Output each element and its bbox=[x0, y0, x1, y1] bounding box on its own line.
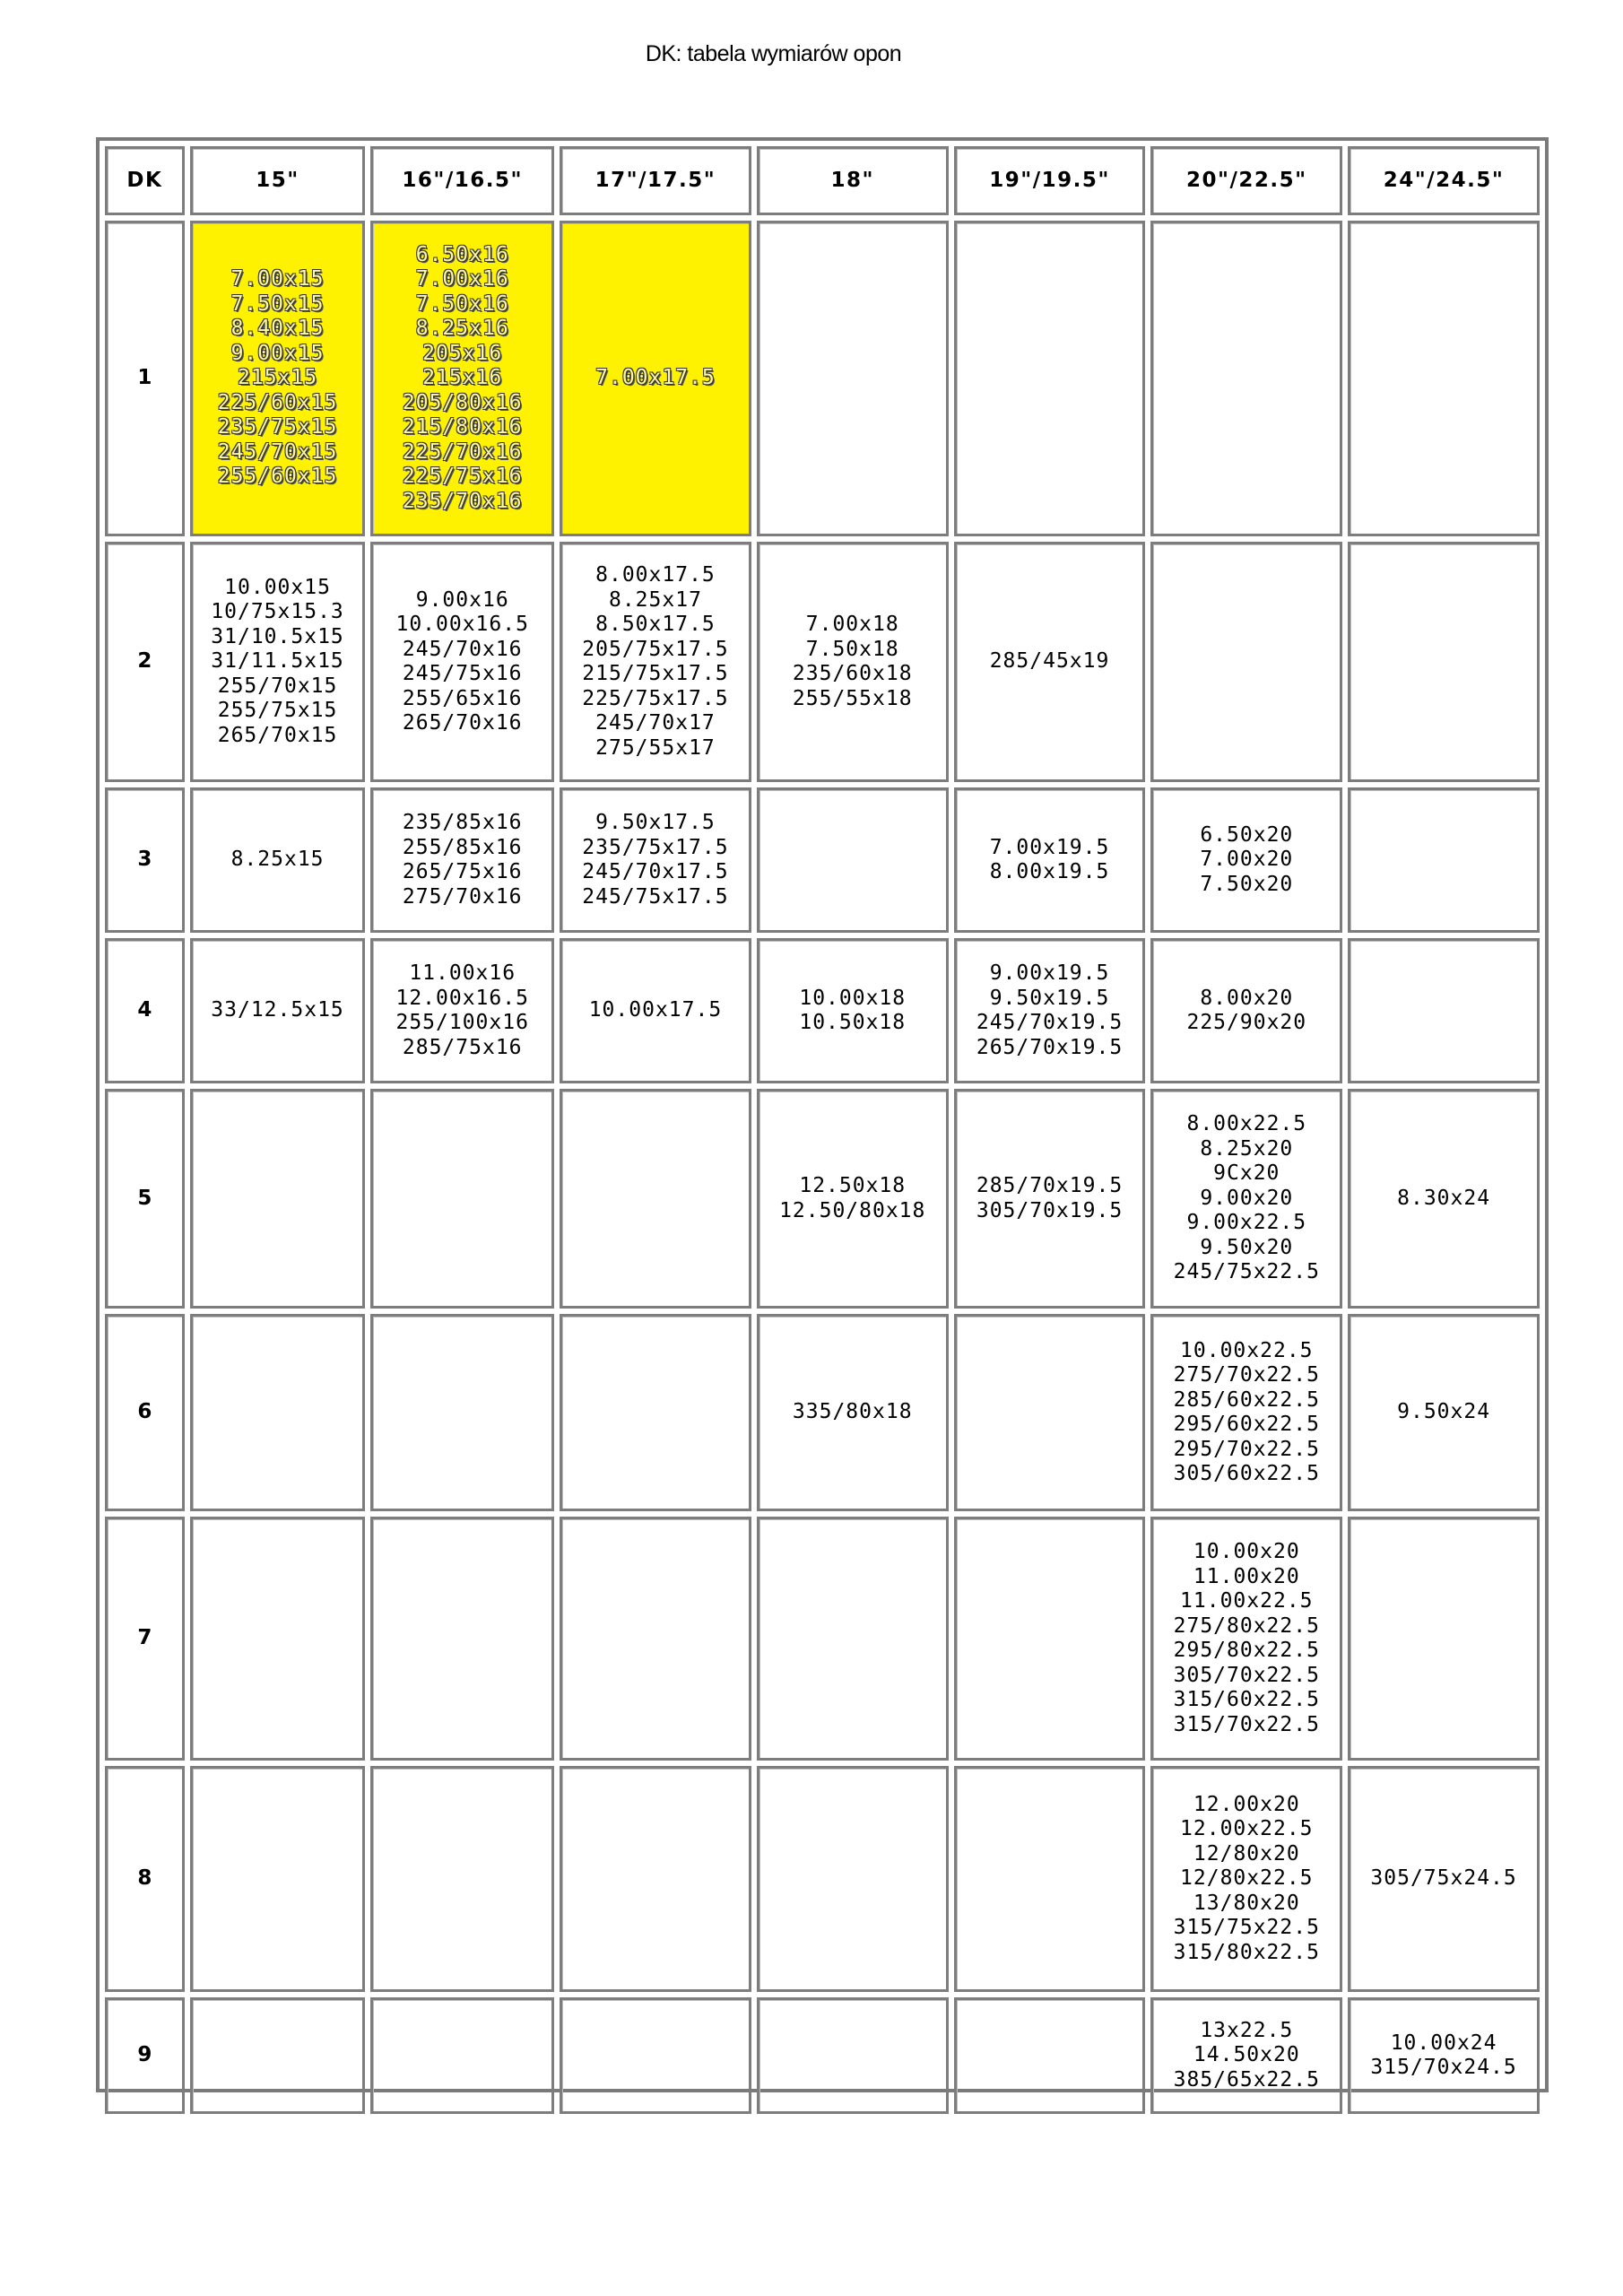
tire-size: 7.50x20 bbox=[1200, 872, 1294, 896]
dk-cell: 9 bbox=[105, 1997, 185, 2114]
tire-size: 7.00x20 bbox=[1200, 848, 1294, 872]
size-cell-20-22-5 bbox=[1150, 1517, 1342, 1761]
size-cell-15 bbox=[190, 1997, 366, 2114]
size-cell-19-19-5 bbox=[954, 1766, 1146, 1992]
tire-size: 245/70x17.5 bbox=[582, 860, 729, 883]
size-cell-16-16-5 bbox=[370, 542, 554, 782]
header-dk: DK bbox=[105, 146, 185, 215]
size-cell-17-17-5 bbox=[560, 1089, 751, 1309]
tire-size: 205x16 bbox=[422, 341, 503, 365]
size-cell-18 bbox=[757, 787, 949, 933]
table-row bbox=[105, 542, 1540, 782]
dk-cell: 4 bbox=[105, 938, 185, 1083]
tire-size: 215x15 bbox=[238, 366, 318, 390]
tire-size: 7.00x16 bbox=[415, 267, 509, 291]
size-cell-15 bbox=[190, 1517, 366, 1761]
size-cell-18 bbox=[757, 221, 949, 536]
tire-size: 245/75x16 bbox=[402, 662, 523, 685]
tire-size: 33/12.5x15 bbox=[211, 998, 344, 1022]
size-cell-19-19-5 bbox=[954, 1089, 1146, 1309]
size-cell-15 bbox=[190, 1089, 366, 1309]
size-cell-20-22-5 bbox=[1150, 1997, 1342, 2114]
size-cell-19-19-5 bbox=[954, 221, 1146, 536]
tire-size: 305/70x22.5 bbox=[1173, 1663, 1320, 1687]
table-row bbox=[105, 1997, 1540, 2114]
tire-size: 225/75x16 bbox=[402, 465, 523, 489]
tire-size: 255/70x15 bbox=[217, 674, 338, 698]
header-17-17-5: 17"/17.5" bbox=[560, 146, 751, 215]
tire-size: 10.00x18 bbox=[799, 986, 907, 1010]
dk-cell: 3 bbox=[105, 787, 185, 933]
header-18: 18" bbox=[757, 146, 949, 215]
header-24-24-5: 24"/24.5" bbox=[1348, 146, 1540, 215]
size-cell-17-17-5 bbox=[560, 1517, 751, 1761]
size-cell-17-17-5 bbox=[560, 1766, 751, 1992]
tire-size: 9.00x15 bbox=[230, 341, 325, 365]
size-cell-20-22-5 bbox=[1150, 1089, 1342, 1309]
tire-size: 8.40x15 bbox=[230, 317, 325, 341]
tire-size: 12/80x20 bbox=[1193, 1841, 1300, 1866]
tire-size: 235/75x15 bbox=[217, 415, 338, 439]
size-cell-17-17-5 bbox=[560, 787, 751, 933]
tire-size: 13x22.5 bbox=[1200, 2018, 1294, 2042]
tire-size: 10.00x24 bbox=[1390, 2031, 1497, 2055]
size-cell-15 bbox=[190, 542, 366, 782]
tire-size: 275/70x22.5 bbox=[1173, 1363, 1320, 1387]
size-cell-24-24-5 bbox=[1348, 787, 1540, 933]
tire-size: 7.50x18 bbox=[805, 637, 899, 661]
tire-size: 13/80x20 bbox=[1193, 1891, 1300, 1915]
size-cell-17-17-5 bbox=[560, 221, 751, 536]
size-cell-17-17-5 bbox=[560, 1314, 751, 1511]
size-cell-20-22-5 bbox=[1150, 221, 1342, 536]
size-cell-20-22-5 bbox=[1150, 542, 1342, 782]
tire-size: 285/60x22.5 bbox=[1173, 1387, 1320, 1412]
size-cell-20-22-5 bbox=[1150, 938, 1342, 1083]
tire-size: 9.50x24 bbox=[1397, 1400, 1491, 1424]
tire-size: 9.50x17.5 bbox=[595, 811, 716, 834]
tire-size: 8.25x15 bbox=[230, 848, 325, 872]
tire-size: 265/70x19.5 bbox=[976, 1035, 1124, 1059]
size-cell-16-16-5 bbox=[370, 787, 554, 933]
size-cell-19-19-5 bbox=[954, 542, 1146, 782]
tire-size: 12.00x22.5 bbox=[1180, 1817, 1314, 1841]
tire-size: 235/60x18 bbox=[792, 662, 913, 685]
tire-size: 225/70x16 bbox=[402, 439, 523, 464]
page-title: DK: tabela wymiarów opon bbox=[645, 41, 902, 66]
size-cell-17-17-5 bbox=[560, 1997, 751, 2114]
tire-size: 12/80x22.5 bbox=[1180, 1866, 1314, 1891]
tire-size: 7.00x17.5 bbox=[595, 366, 716, 390]
tire-size: 8.25x20 bbox=[1200, 1136, 1294, 1161]
tire-size: 31/11.5x15 bbox=[211, 649, 344, 674]
tire-size: 245/70x19.5 bbox=[976, 1011, 1124, 1034]
tire-size-table-frame bbox=[96, 137, 1549, 2092]
size-cell-19-19-5 bbox=[954, 787, 1146, 933]
tire-size: 10.00x16.5 bbox=[395, 613, 529, 636]
tire-size: 8.00x17.5 bbox=[595, 563, 716, 587]
tire-size: 11.00x20 bbox=[1193, 1564, 1300, 1588]
tire-size: 385/65x22.5 bbox=[1173, 2067, 1320, 2092]
size-cell-19-19-5 bbox=[954, 1997, 1146, 2114]
size-cell-24-24-5 bbox=[1348, 1314, 1540, 1511]
size-cell-20-22-5 bbox=[1150, 1766, 1342, 1992]
tire-size: 245/70x17 bbox=[595, 711, 716, 735]
tire-size: 10.50x18 bbox=[799, 1011, 907, 1034]
table-row bbox=[105, 787, 1540, 933]
tire-size: 12.50x18 bbox=[799, 1174, 907, 1197]
header-16-16-5: 16"/16.5" bbox=[370, 146, 554, 215]
tire-size: 275/70x16 bbox=[402, 884, 523, 909]
table-row bbox=[105, 938, 1540, 1083]
tire-size: 295/60x22.5 bbox=[1173, 1413, 1320, 1436]
tire-size: 9.50x20 bbox=[1200, 1235, 1294, 1259]
tire-size: 255/75x15 bbox=[217, 699, 338, 723]
tire-size: 7.00x15 bbox=[230, 267, 325, 291]
header-20-22-5: 20"/22.5" bbox=[1150, 146, 1342, 215]
size-cell-16-16-5 bbox=[370, 1766, 554, 1992]
tire-size: 285/45x19 bbox=[989, 649, 1110, 674]
tire-size: 10/75x15.3 bbox=[211, 600, 344, 624]
size-cell-24-24-5 bbox=[1348, 542, 1540, 782]
tire-size: 235/70x16 bbox=[402, 489, 523, 513]
tire-size: 8.50x17.5 bbox=[595, 613, 716, 636]
tire-size: 6.50x16 bbox=[415, 242, 509, 266]
tire-size: 8.00x22.5 bbox=[1186, 1112, 1307, 1136]
table-row bbox=[105, 1766, 1540, 1992]
size-cell-17-17-5 bbox=[560, 938, 751, 1083]
size-cell-18 bbox=[757, 1997, 949, 2114]
size-cell-16-16-5 bbox=[370, 1517, 554, 1761]
table-row bbox=[105, 1089, 1540, 1309]
tire-size-table bbox=[100, 141, 1545, 2119]
dk-cell: 7 bbox=[105, 1517, 185, 1761]
dk-cell: 8 bbox=[105, 1766, 185, 1992]
tire-size: 255/60x15 bbox=[217, 465, 338, 489]
size-cell-24-24-5 bbox=[1348, 221, 1540, 536]
tire-size: 255/85x16 bbox=[402, 835, 523, 859]
tire-size: 10.00x20 bbox=[1193, 1540, 1300, 1563]
tire-size: 9.00x22.5 bbox=[1186, 1211, 1307, 1235]
tire-size: 315/70x24.5 bbox=[1370, 2056, 1517, 2079]
tire-size: 7.00x19.5 bbox=[989, 835, 1110, 859]
tire-size: 245/70x16 bbox=[402, 637, 523, 661]
tire-size: 8.00x20 bbox=[1200, 986, 1294, 1010]
tire-size: 8.30x24 bbox=[1397, 1186, 1491, 1210]
tire-size: 9.00x20 bbox=[1200, 1186, 1294, 1210]
dk-cell: 6 bbox=[105, 1314, 185, 1511]
table-row bbox=[105, 1517, 1540, 1761]
dk-cell: 5 bbox=[105, 1089, 185, 1309]
size-cell-20-22-5 bbox=[1150, 787, 1342, 933]
size-cell-24-24-5 bbox=[1348, 1089, 1540, 1309]
tire-size: 8.00x19.5 bbox=[989, 860, 1110, 883]
tire-size: 7.50x15 bbox=[230, 291, 325, 316]
tire-size: 225/60x15 bbox=[217, 390, 338, 414]
size-cell-19-19-5 bbox=[954, 1517, 1146, 1761]
tire-size: 255/65x16 bbox=[402, 686, 523, 710]
size-cell-24-24-5 bbox=[1348, 938, 1540, 1083]
tire-size: 14.50x20 bbox=[1193, 2043, 1300, 2067]
header-15: 15" bbox=[190, 146, 366, 215]
size-cell-15 bbox=[190, 1314, 366, 1511]
table-row bbox=[105, 1314, 1540, 1511]
tire-size: 265/75x16 bbox=[402, 860, 523, 883]
tire-size: 12.00x20 bbox=[1193, 1792, 1300, 1816]
tire-size: 205/80x16 bbox=[402, 390, 523, 414]
tire-size: 205/75x17.5 bbox=[582, 637, 729, 661]
tire-size: 9Cx20 bbox=[1213, 1161, 1280, 1186]
size-cell-24-24-5 bbox=[1348, 1766, 1540, 1992]
tire-size: 295/80x22.5 bbox=[1173, 1639, 1320, 1662]
tire-size: 11.00x22.5 bbox=[1180, 1589, 1314, 1613]
size-cell-18 bbox=[757, 542, 949, 782]
tire-size: 10.00x17.5 bbox=[588, 998, 723, 1022]
size-cell-16-16-5 bbox=[370, 938, 554, 1083]
tire-size: 265/70x16 bbox=[402, 711, 523, 735]
tire-size: 8.25x17 bbox=[608, 587, 702, 612]
size-cell-16-16-5 bbox=[370, 1314, 554, 1511]
tire-size: 305/75x24.5 bbox=[1370, 1866, 1517, 1891]
size-cell-17-17-5 bbox=[560, 542, 751, 782]
tire-size: 7.00x18 bbox=[805, 613, 899, 636]
header-19-19-5: 19"/19.5" bbox=[954, 146, 1146, 215]
tire-size: 11.00x16 bbox=[409, 961, 516, 985]
size-cell-19-19-5 bbox=[954, 1314, 1146, 1511]
dk-cell: 2 bbox=[105, 542, 185, 782]
tire-size: 9.00x16 bbox=[415, 587, 509, 612]
tire-size: 245/75x22.5 bbox=[1173, 1260, 1320, 1284]
tire-size: 12.00x16.5 bbox=[395, 986, 529, 1010]
size-cell-15 bbox=[190, 938, 366, 1083]
tire-size: 335/80x18 bbox=[792, 1400, 913, 1424]
table-row bbox=[105, 221, 1540, 536]
size-cell-18 bbox=[757, 1766, 949, 1992]
size-cell-18 bbox=[757, 1089, 949, 1309]
tire-size: 245/70x15 bbox=[217, 439, 338, 464]
tire-size: 245/75x17.5 bbox=[582, 884, 729, 909]
tire-size: 315/60x22.5 bbox=[1173, 1688, 1320, 1711]
tire-size: 225/75x17.5 bbox=[582, 686, 729, 710]
tire-size: 215x16 bbox=[422, 366, 503, 390]
tire-size: 315/80x22.5 bbox=[1173, 1940, 1320, 1964]
size-cell-19-19-5 bbox=[954, 938, 1146, 1083]
tire-size: 235/75x17.5 bbox=[582, 835, 729, 859]
tire-size: 285/70x19.5 bbox=[976, 1174, 1124, 1197]
dk-cell: 1 bbox=[105, 221, 185, 536]
tire-size: 285/75x16 bbox=[402, 1035, 523, 1059]
size-cell-15 bbox=[190, 1766, 366, 1992]
tire-size: 9.00x19.5 bbox=[989, 961, 1110, 985]
tire-size: 10.00x22.5 bbox=[1180, 1338, 1314, 1362]
tire-size: 8.25x16 bbox=[415, 317, 509, 341]
tire-size: 305/70x19.5 bbox=[976, 1198, 1124, 1222]
tire-size: 315/75x22.5 bbox=[1173, 1916, 1320, 1940]
table-body bbox=[105, 221, 1540, 2114]
tire-size: 225/90x20 bbox=[1186, 1011, 1307, 1034]
size-cell-20-22-5 bbox=[1150, 1314, 1342, 1511]
size-cell-24-24-5 bbox=[1348, 1997, 1540, 2114]
tire-size: 265/70x15 bbox=[217, 723, 338, 747]
size-cell-16-16-5 bbox=[370, 1089, 554, 1309]
size-cell-18 bbox=[757, 938, 949, 1083]
size-cell-18 bbox=[757, 1517, 949, 1761]
tire-size: 10.00x15 bbox=[224, 575, 331, 599]
tire-size: 215/80x16 bbox=[402, 415, 523, 439]
tire-size: 235/85x16 bbox=[402, 811, 523, 834]
tire-size: 255/55x18 bbox=[792, 686, 913, 710]
tire-size: 7.50x16 bbox=[415, 291, 509, 316]
tire-size: 215/75x17.5 bbox=[582, 662, 729, 685]
tire-size: 6.50x20 bbox=[1200, 822, 1294, 847]
tire-size: 31/10.5x15 bbox=[211, 624, 344, 648]
size-cell-24-24-5 bbox=[1348, 1517, 1540, 1761]
tire-size: 275/55x17 bbox=[595, 735, 716, 760]
size-cell-16-16-5 bbox=[370, 1997, 554, 2114]
tire-size: 275/80x22.5 bbox=[1173, 1613, 1320, 1638]
size-cell-18 bbox=[757, 1314, 949, 1511]
tire-size: 315/70x22.5 bbox=[1173, 1712, 1320, 1736]
size-cell-15 bbox=[190, 221, 366, 536]
tire-size: 12.50/80x18 bbox=[779, 1198, 926, 1222]
tire-size: 305/60x22.5 bbox=[1173, 1462, 1320, 1485]
tire-size: 9.50x19.5 bbox=[989, 986, 1110, 1010]
size-cell-15 bbox=[190, 787, 366, 933]
tire-size: 255/100x16 bbox=[395, 1011, 529, 1034]
size-cell-16-16-5 bbox=[370, 221, 554, 536]
tire-size: 295/70x22.5 bbox=[1173, 1437, 1320, 1461]
